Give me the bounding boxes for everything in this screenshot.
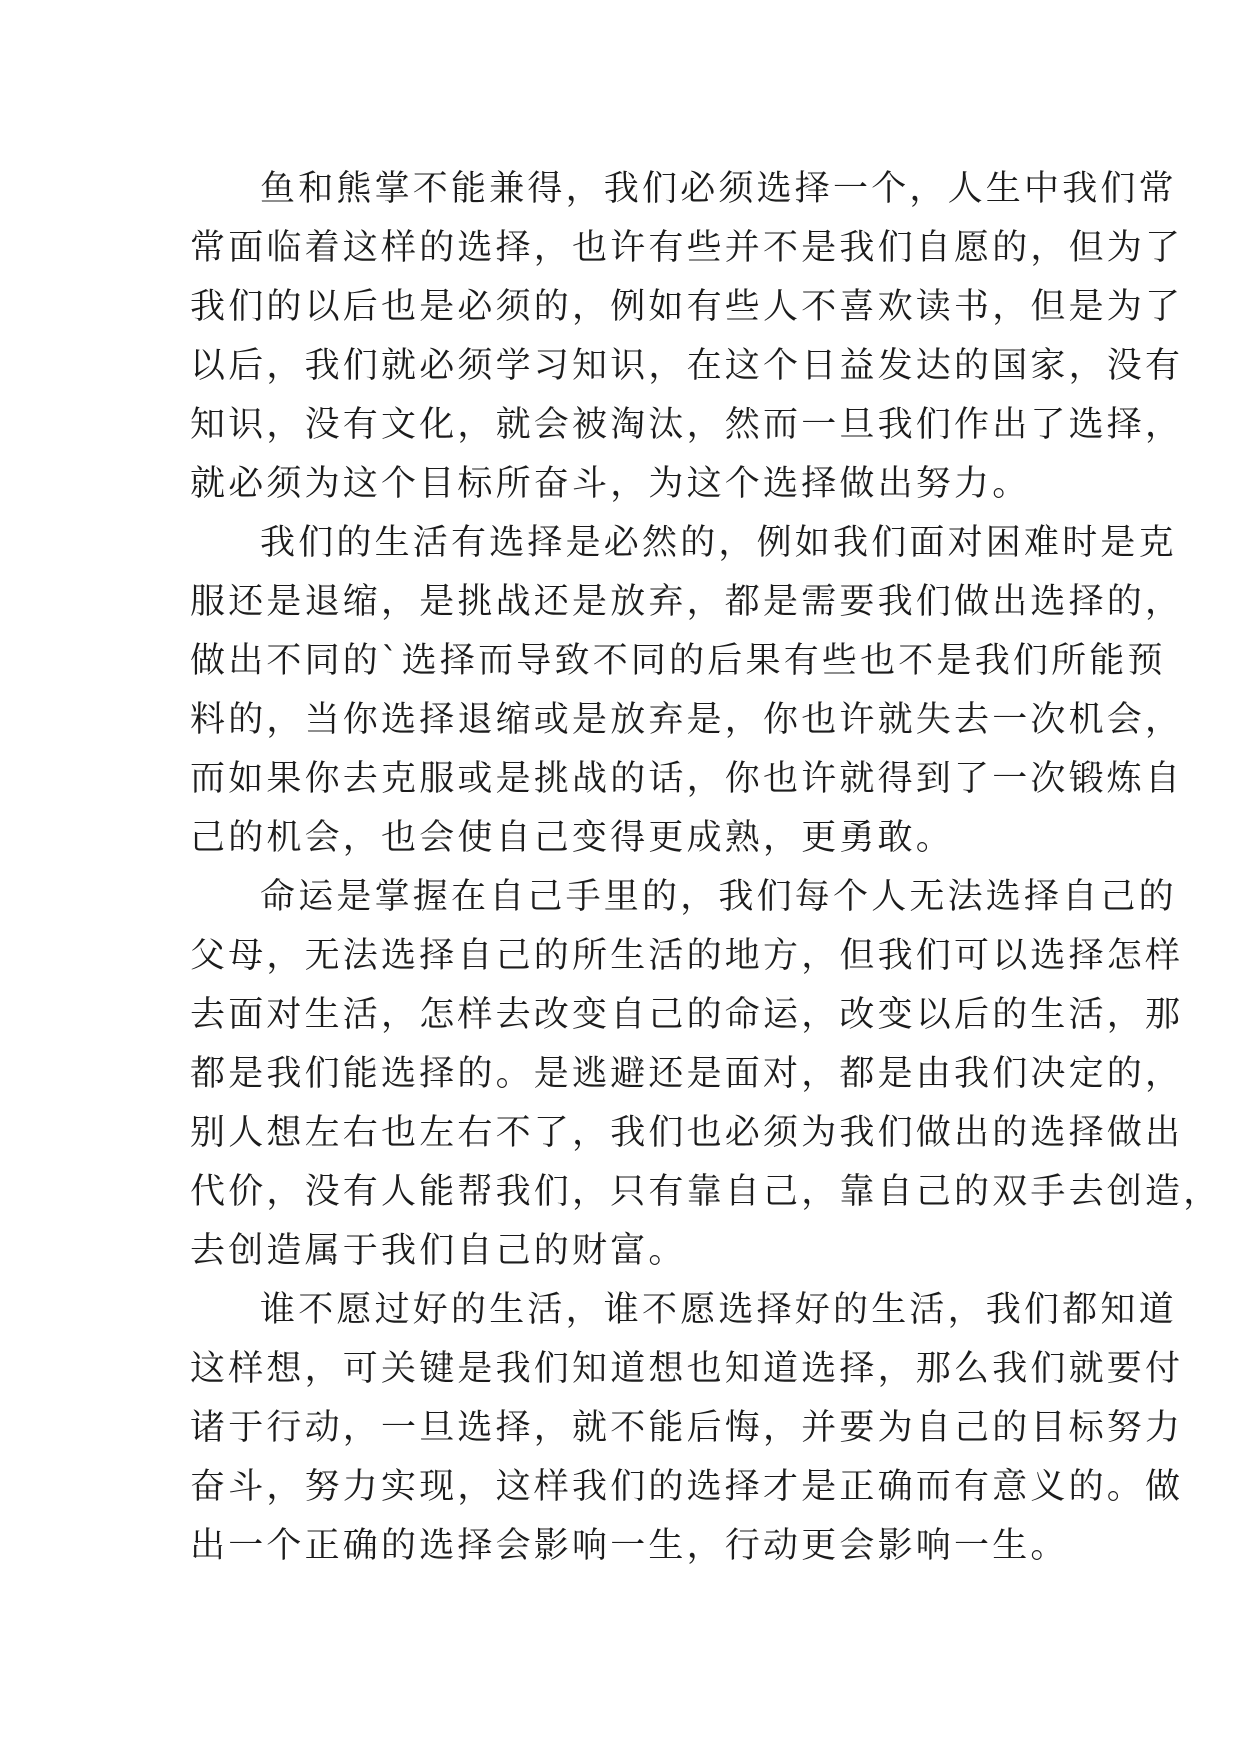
- text-line: 我们的生活有选择是必然的，例如我们面对困难时是克: [260, 523, 1177, 563]
- text-line: 以后，我们就必须学习知识，在这个日益发达的国家，没有: [190, 346, 1184, 386]
- text-line: 代价，没有人能帮我们，只有靠自己，靠自己的双手去创造，: [190, 1172, 1222, 1212]
- text-line: 就必须为这个目标所奋斗，为这个选择做出努力。: [190, 464, 1031, 504]
- text-line: 去创造属于我们自己的财富。: [190, 1231, 687, 1271]
- text-line: 命运是掌握在自己手里的，我们每个人无法选择自己的: [260, 877, 1177, 917]
- text-line: 诸于行动，一旦选择，就不能后悔，并要为自己的目标努力: [190, 1408, 1184, 1448]
- text-line: 我们的以后也是必须的，例如有些人不喜欢读书，但是为了: [190, 287, 1184, 327]
- text-line: 料的，当你选择退缩或是放弃是，你也许就失去一次机会，: [190, 700, 1184, 740]
- text-line: 鱼和熊掌不能兼得，我们必须选择一个，人生中我们常: [260, 169, 1177, 209]
- text-line: 父母，无法选择自己的所生活的地方，但我们可以选择怎样: [190, 936, 1184, 976]
- text-line: 出一个正确的选择会影响一生，行动更会影响一生。: [190, 1526, 1069, 1566]
- text-line: 奋斗，努力实现，这样我们的选择才是正确而有意义的。做: [190, 1467, 1184, 1507]
- text-line: 己的机会，也会使自己变得更成熟，更勇敢。: [190, 818, 955, 858]
- text-line: 都是我们能选择的。是逃避还是面对，都是由我们决定的，: [190, 1054, 1184, 1094]
- text-line: 做出不同的`选择而导致不同的后果有些也不是我们所能预: [190, 641, 1166, 681]
- paragraph-2: [190, 514, 1184, 868]
- text-line: 服还是退缩，是挑战还是放弃，都是需要我们做出选择的，: [190, 582, 1184, 622]
- text-line: 去面对生活，怎样去改变自己的命运，改变以后的生活，那: [190, 995, 1184, 1035]
- paragraph-3: [190, 868, 1222, 1281]
- document-body: [190, 160, 1222, 1576]
- paragraph-4: [190, 1281, 1184, 1576]
- text-line: 别人想左右也左右不了，我们也必须为我们做出的选择做出: [190, 1113, 1184, 1153]
- text-line: 谁不愿过好的生活，谁不愿选择好的生活，我们都知道: [260, 1290, 1177, 1330]
- text-line: 这样想，可关键是我们知道想也知道选择，那么我们就要付: [190, 1349, 1184, 1389]
- text-line: 知识，没有文化，就会被淘汰，然而一旦我们作出了选择，: [190, 405, 1184, 445]
- text-line: 而如果你去克服或是挑战的话，你也许就得到了一次锻炼自: [190, 759, 1184, 799]
- text-line: 常面临着这样的选择，也许有些并不是我们自愿的，但为了: [190, 228, 1184, 268]
- paragraph-1: [190, 160, 1184, 514]
